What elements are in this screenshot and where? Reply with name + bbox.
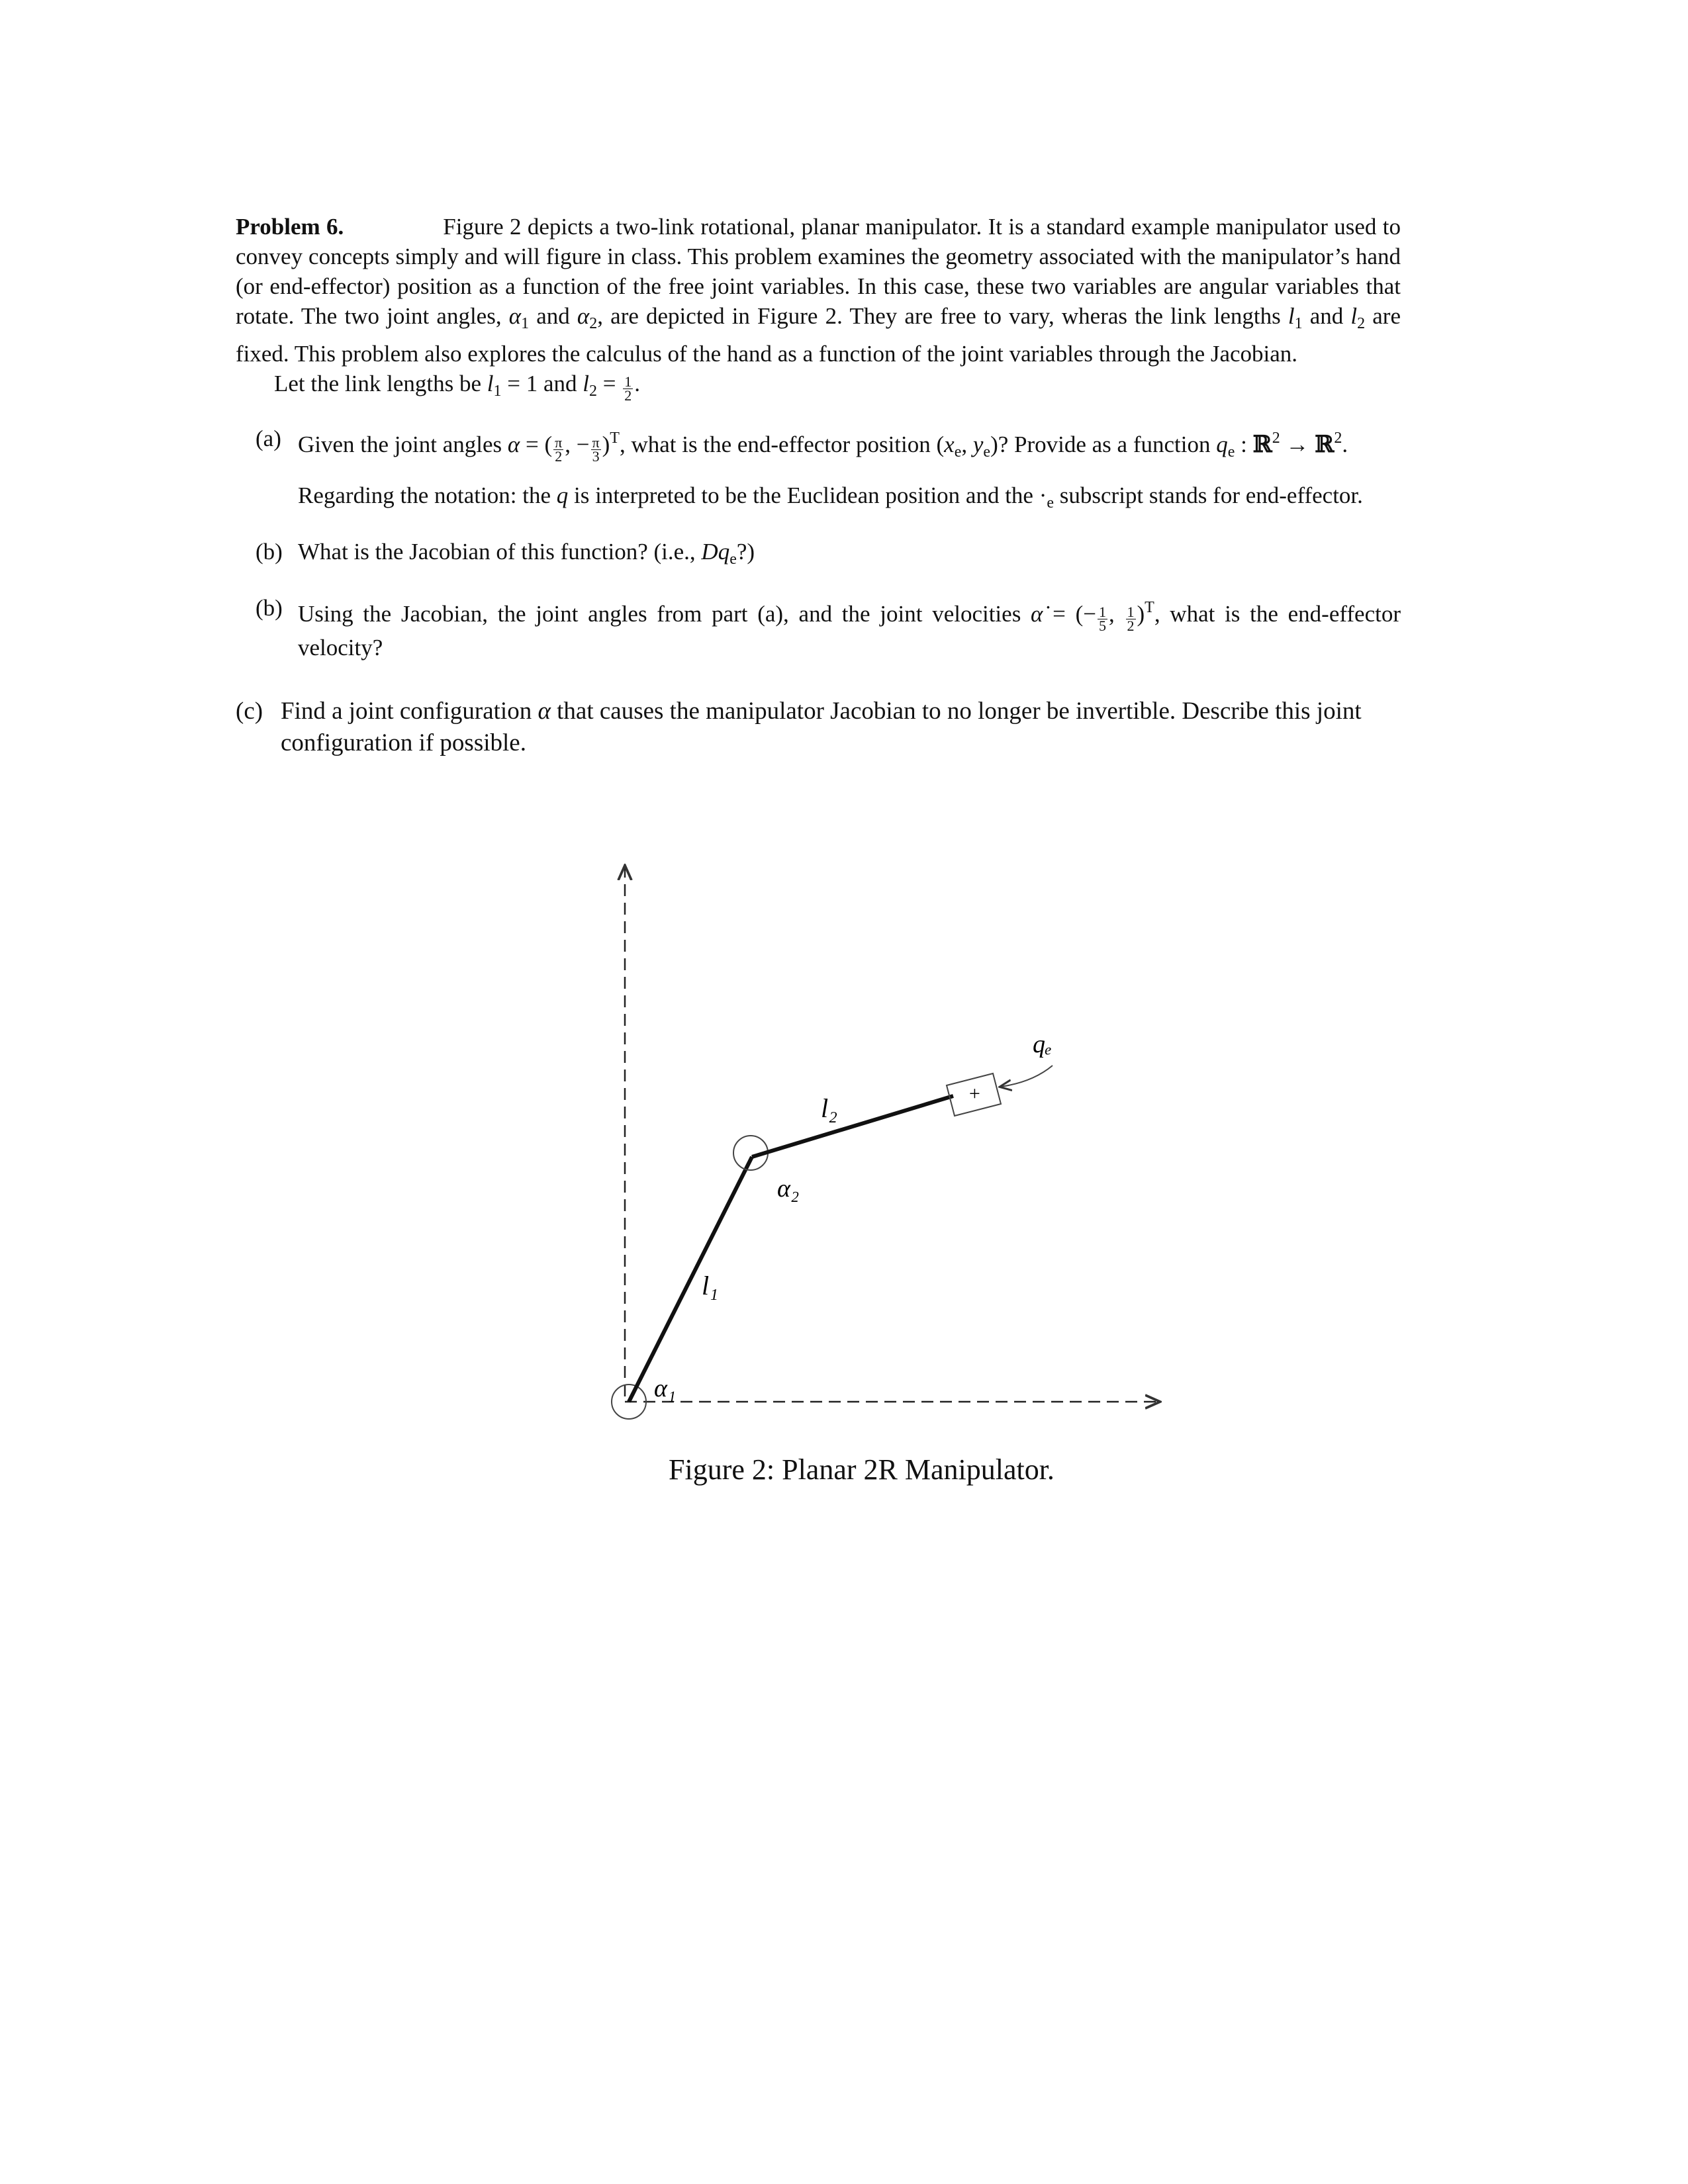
part-label: (a)	[256, 426, 281, 451]
problem-heading: Problem 6.	[236, 214, 344, 240]
part-c-question: Find a joint configuration α that causes the manipulator Jacobian to no longer be invertible. Describe this joint configuration if possible.	[281, 698, 1362, 756]
part-a-notation-note: Regarding the notation: the q is interpreted to be the Euclidean position and the $\cdot_e$ subscript stands for end-effector.	[298, 482, 1363, 512]
part-label: (c)	[236, 698, 263, 725]
problem-parts	[236, 424, 1401, 662]
problem-intro: Problem 6. Figure 2 depicts a two-link rotational, planar manipulator. It is a standard example manipulator used to convey concepts simply and will figure in class. This problem examines the geometry associated with the manipulator’s hand (or end-effector) position as a function of the free joint variables. In this case, these two variables are angular variables that rotate. The two joint angles, $\alpha_1$ and $\alpha_2$, are depicted in Figure 2. They are free to vary, wheras the link lengths $l_1$ and $l_2$ are fixed. This problem also explores the calculus of the hand as a function of the joint variables through the Jacobian.	[236, 214, 1401, 367]
qe-pointer	[1001, 1066, 1053, 1087]
l2-label: l₂	[821, 1093, 838, 1123]
link-2	[752, 1096, 953, 1157]
alpha2-label: α₂	[777, 1175, 800, 1203]
plus-label: +	[968, 1083, 982, 1105]
alpha1-label: α₁	[654, 1375, 677, 1402]
part-label: (b)	[256, 595, 283, 621]
qe-label: qₑ	[1033, 1030, 1052, 1058]
link-lengths-statement: Let the link lengths be $l_1 = 1$ and $l_2$ = $\frac{1}{2}$ .	[274, 371, 640, 404]
link-1	[629, 1157, 752, 1402]
part-b-velocity	[236, 593, 1401, 662]
part-b2-question: Using the Jacobian, the joint angles from part (a), and the joint velocities α̇ = (− $\frac{1}{5}$ , $\frac{1}{2}$ )$^T$, what is the end-effector velocity?	[298, 599, 1401, 660]
part-b-question: What is the Jacobian of this function? (i.e., $Dq_e$?)	[298, 539, 755, 568]
part-label: (b)	[256, 539, 283, 565]
page-content	[236, 212, 1401, 759]
l1-label: l₁	[702, 1271, 719, 1300]
part-a	[236, 424, 1401, 518]
figure-caption: Figure 2: Planar 2R Manipulator.	[669, 1453, 1055, 1486]
part-c	[236, 696, 1454, 759]
manipulator-figure	[596, 854, 1192, 1430]
part-b-jacobian	[236, 537, 1401, 574]
part-a-question: Given the joint angles α = ( $\frac{\pi}{2}$ , − $\frac{\pi}{3}$ )$^T$, what is the end-effector position ($x_e$, $y_e$)? Provide as a function $q_e$ : ℝ$^2$ → ℝ$^2$.	[298, 430, 1348, 465]
